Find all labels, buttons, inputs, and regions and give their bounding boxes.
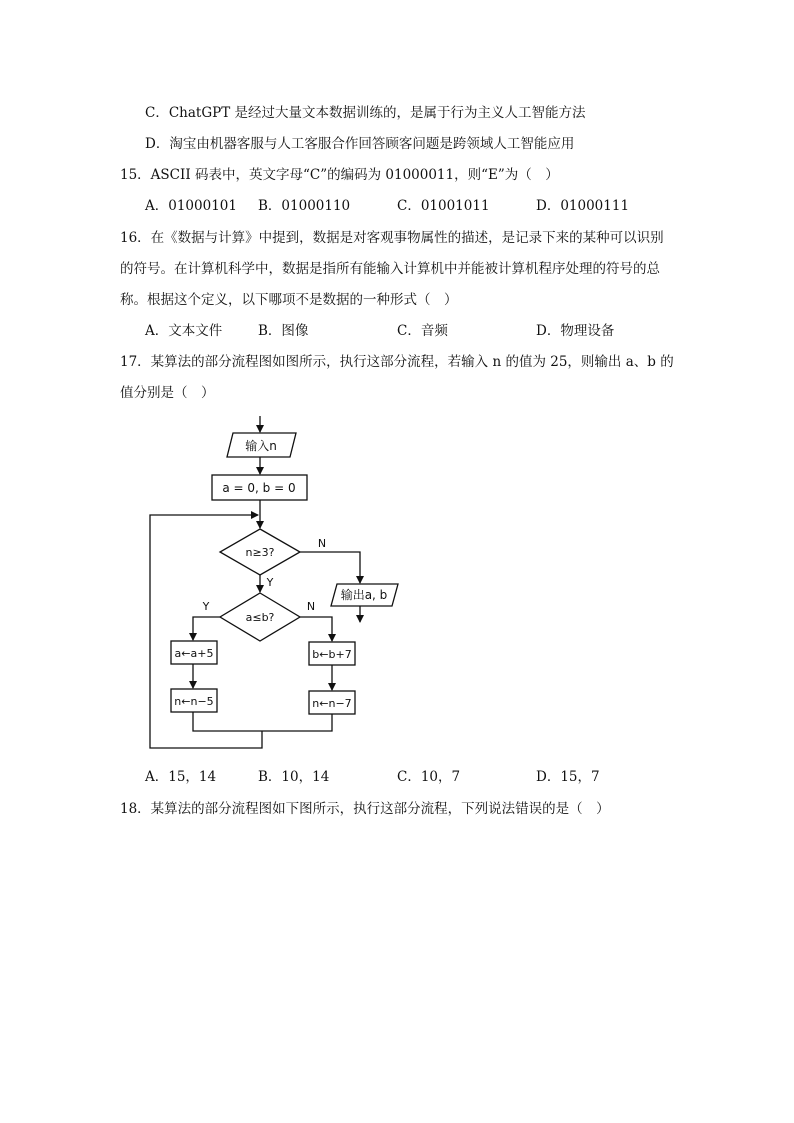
- q14-option-d: D．淘宝由机器客服与人工客服合作回答顾客问题是跨领域人工智能应用: [145, 136, 575, 152]
- flowchart-output-text: 输出a, b: [340, 588, 388, 602]
- q17-option-d: D．15，7: [536, 769, 600, 785]
- flowchart-cond2-yes: Y: [202, 600, 210, 613]
- q17-option-b: B．10，14: [258, 769, 330, 785]
- q16-stem-line-1: 16．在《数据与计算》中提到，数据是对客观事物属性的描述，是记录下来的某种可以识别: [120, 230, 664, 246]
- q16-option-c: C．音频: [397, 323, 448, 339]
- flowchart-input-text: 输入n: [245, 439, 277, 453]
- flowchart-cond1-yes: Y: [266, 576, 274, 589]
- q15-option-d: D．01000111: [536, 198, 630, 214]
- flowchart-right-step1: b←b+7: [312, 648, 352, 661]
- flowchart-right-step2: n←n−7: [312, 697, 352, 710]
- q18-stem: 18．某算法的部分流程图如下图所示，执行这部分流程，下列说法错误的是（ ）: [120, 801, 610, 817]
- q16-option-a: A．文本文件: [145, 323, 223, 339]
- q17-option-a: A．15，14: [145, 769, 217, 785]
- q17-stem-line-1: 17．某算法的部分流程图如图所示，执行这部分流程，若输入 n 的值为 25，则输出 a、b 的: [120, 354, 674, 370]
- flowchart-init-text: a = 0, b = 0: [222, 481, 296, 495]
- flowchart-cond2-no: N: [306, 600, 316, 613]
- q16-option-d: D．物理设备: [536, 323, 615, 339]
- q16-stem-line-3: 称。根据这个定义，以下哪项不是数据的一种形式（ ）: [120, 292, 458, 308]
- q16-stem-line-2: 的符号。在计算机科学中，数据是指所有能输入计算机中并能被计算机程序处理的符号的总: [120, 261, 660, 277]
- q15-option-c: C．01001011: [397, 198, 490, 214]
- q17-option-c: C．10，7: [397, 769, 461, 785]
- q15-stem: 15．ASCII 码表中，英文字母“C”的编码为 01000011，则“E”为（ ）: [120, 167, 559, 183]
- flowchart-left-step2: n←n−5: [174, 695, 214, 708]
- flowchart-left-step1: a←a+5: [174, 647, 214, 660]
- flowchart-cond1-no: N: [317, 537, 327, 550]
- flowchart-cond2-text: a≤b?: [245, 611, 275, 624]
- q16-option-b: B．图像: [258, 323, 309, 339]
- flowchart-cond1-text: n≥3?: [245, 546, 275, 559]
- q15-option-a: A．01000101: [145, 198, 237, 214]
- q15-option-b: B．01000110: [258, 198, 351, 214]
- q17-stem-line-2: 值分别是（ ）: [120, 385, 215, 401]
- q14-option-c: C．ChatGPT 是经过大量文本数据训练的，是属于行为主义人工智能方法: [145, 105, 586, 121]
